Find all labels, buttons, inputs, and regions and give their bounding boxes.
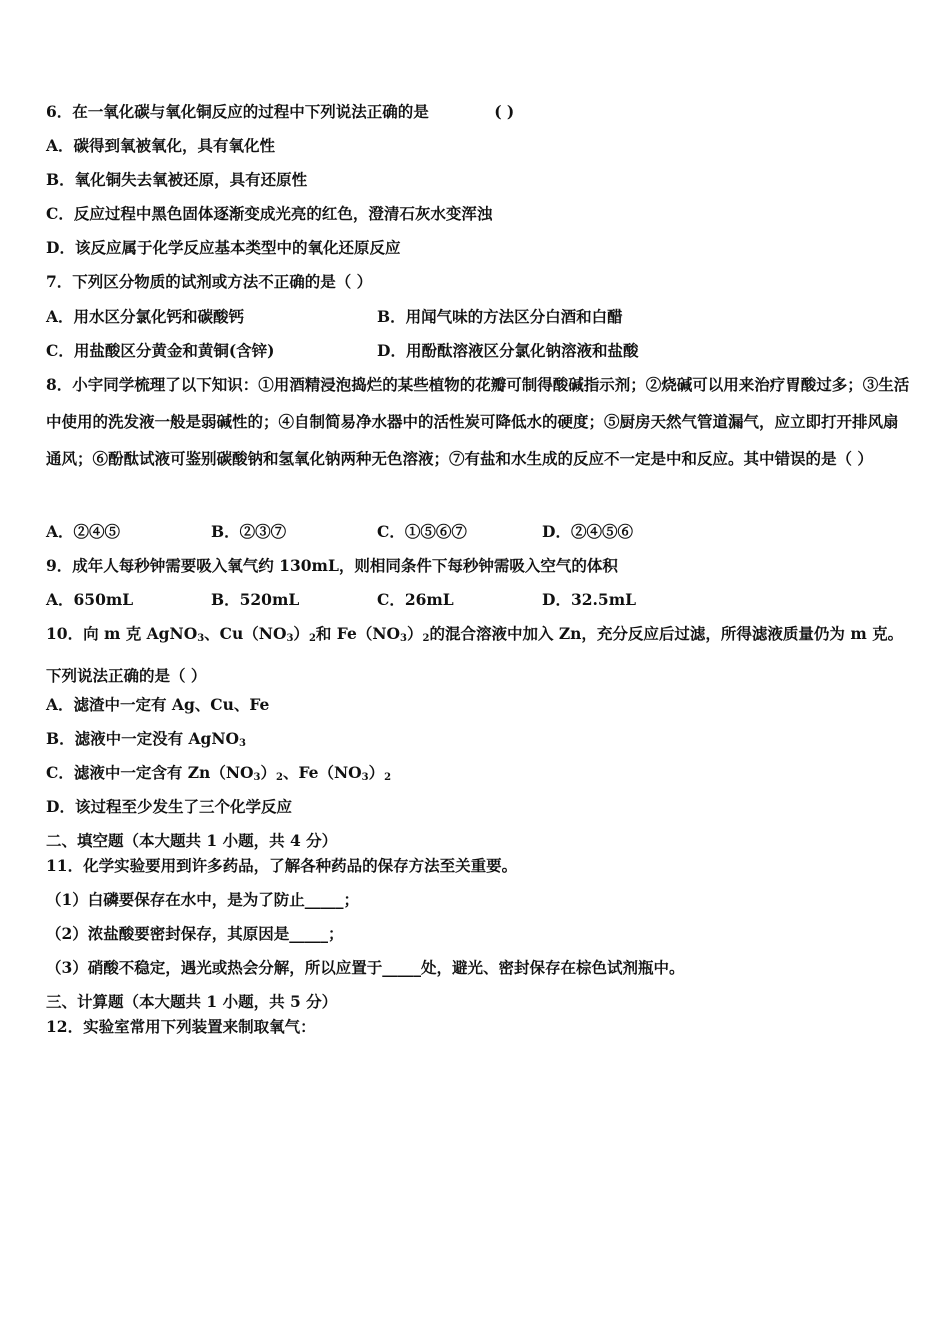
question-8-option-d: D．②④⑤⑥ xyxy=(542,522,633,541)
question-7-option-d: D．用酚酞溶液区分氯化钠溶液和盐酸 xyxy=(377,341,639,360)
question-11-stem: 11．化学实验要用到许多药品，了解各种药品的保存方法至关重要。 xyxy=(46,856,518,875)
question-10-option-a: A．滤渣中一定有 Ag、Cu、Fe xyxy=(46,695,270,714)
question-6-option-d: D．该反应属于化学反应基本类型中的氧化还原反应 xyxy=(46,238,401,257)
question-9-stem: 9．成年人每秒钟需要吸入氧气约 130mL，则相同条件下每秒钟需吸入空气的体积 xyxy=(46,556,618,575)
question-9-option-a: A．650mL xyxy=(46,590,134,609)
question-8-stem: 8．小宇同学梳理了以下知识：①用酒精浸泡捣烂的某些植物的花瓣可制得酸碱指示剂；②烧碱可以用来治疗胃酸过多；③生活中使用的洗发液一般是弱碱性的；④自制简易净水器中的活性炭可降低水的硬度；⑤厨房天然气管道漏气，应立即打开排风扇通风；⑥酚酞试液可鉴别碳酸钠和氢氧化钠两种无色溶液；⑦有盐和水生成的反应不一定是中和反应。其中错误的是（ ） xyxy=(46,375,910,468)
question-10-option-b: B．滤液中一定没有 AgNO$_3$ xyxy=(46,729,247,749)
question-10-option-d: D．该过程至少发生了三个化学反应 xyxy=(46,797,292,816)
question-8-option-a: A．②④⑤ xyxy=(46,522,121,541)
question-6-stem: 6．在一氧化碳与氧化铜反应的过程中下列说法正确的是 ( ) xyxy=(46,102,515,121)
question-11-part-3: （3）硝酸不稳定，遇光或热会分解，所以应置于_____处，避光、密封保存在棕色试剂瓶中。 xyxy=(46,958,685,977)
question-6-option-b: B．氧化铜失去氧被还原，具有还原性 xyxy=(46,170,308,189)
answer-bracket: ( ) xyxy=(494,102,515,121)
question-7-option-c: C．用盐酸区分黄金和黄铜(含锌) xyxy=(46,341,275,360)
question-11-part-1: （1）白磷要保存在水中，是为了防止_____； xyxy=(46,890,360,909)
question-10-option-c: C．滤液中一定含有 $Zn(NO_3)_2$、$Fe(NO_3)_2$ xyxy=(46,763,392,783)
question-12-stem: 12．实验室常用下列装置来制取氧气： xyxy=(46,1017,316,1036)
question-9-option-b: B．520mL xyxy=(211,590,300,609)
question-11-part-2: （2）浓盐酸要密封保存，其原因是_____； xyxy=(46,924,344,943)
question-10-stem: 10．向 m 克 AgNO$_3$、$Cu(NO_3)_2$和 $Fe(NO_3)_2$的混合溶液中加入 Zn，充分反应后过滤，所得滤液质量仍为 m 克。下列说法正确的是（ ） xyxy=(46,624,904,685)
question-7-stem: 7．下列区分物质的试剂或方法不正确的是（ ） xyxy=(46,272,373,291)
question-9-option-d: D．32.5mL xyxy=(542,590,636,609)
question-6-option-a: A．碳得到氧被氧化，具有氧化性 xyxy=(46,136,276,155)
section-3-title: 三、计算题（本大题共 1 小题，共 5 分） xyxy=(46,992,338,1011)
question-7-option-b: B．用闻气味的方法区分白酒和白醋 xyxy=(377,307,623,326)
section-2-title: 二、填空题（本大题共 1 小题，共 4 分） xyxy=(46,831,338,850)
question-6-option-c: C．反应过程中黑色固体逐渐变成光亮的红色，澄清石灰水变浑浊 xyxy=(46,204,493,223)
question-9-option-c: C．26mL xyxy=(377,590,454,609)
question-7-option-a: A．用水区分氯化钙和碳酸钙 xyxy=(46,307,245,326)
question-8-option-c: C．①⑤⑥⑦ xyxy=(377,522,467,541)
question-8-option-b: B．②③⑦ xyxy=(211,522,287,541)
